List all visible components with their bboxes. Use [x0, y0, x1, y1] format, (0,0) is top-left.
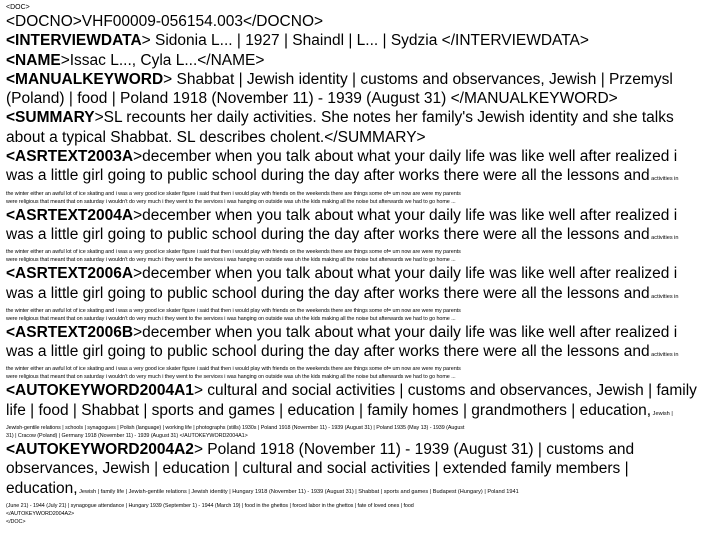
autokeyword-a1-small-1: Jewish-gentile relations | schools | synagogues | Polish (language) | working life | photographs (stills) 1930s | Poland 1918 (November 11) - 1939 (August 31) | Poland 1935 (May 13) - 1939 (August — [6, 425, 465, 432]
autokeyword-a2-line-2: observances, Jewish | education | cultural and social activities | extended family members | — [6, 460, 629, 478]
asr-line-2: was a little girl going to public school during the day after works there were all the lessons and — [6, 343, 650, 361]
autokeyword-a2-line-3-small: Jewish | family life | Jewish-gentile relations | Jewish identity | Hungary 1918 (November 11) - 1939 (August 31) | Shabbat | sports and games | Budapest (Hungary) | Poland 1941 — [77, 488, 519, 495]
asr-block — [6, 264, 714, 323]
document-body — [6, 0, 714, 526]
asr-line-2: was a little girl going to public school during the day after works there were all the lessons and — [6, 284, 650, 302]
autokeyword-a2-line-1: > Poland 1918 (November 11) - 1939 (August 31) | customs and — [193, 441, 635, 459]
asr-small-line-2: were religious that meant that on saturday i wouldn't do very much i they went to the services i was hanging on outside was uh the kids making all the noise but afterwards we had to go home ... — [6, 374, 456, 381]
asr-line-1: >december when you talk about what your daily life was like well after realized i — [133, 265, 678, 283]
asr-line-2-small: activities in — [649, 234, 679, 241]
autokeyword-a1-line-2: life | food | Shabbat | sports and games | education | family homes | grandmothers | education, — [6, 401, 652, 419]
asr-block — [6, 206, 714, 265]
summary-line-1: >SL recounts her daily activities. She notes her family's Jewish identity and she talks — [94, 109, 674, 127]
autokeyword-a2-line-3: education, — [6, 479, 78, 497]
doc-open-tag: <DOC> — [6, 4, 30, 11]
doc-close-tag: </DOC> — [6, 518, 26, 525]
asr-tag: <ASRTEXT2006A — [6, 265, 134, 283]
interviewdata-value: > Sidonia L... | 1927 | Shaindl | L... | Sydzia </INTERVIEWDATA> — [141, 32, 589, 50]
docno-field — [6, 12, 714, 31]
autokeyword-a2-small-2: </AUTOKEYWORD2004A2> — [6, 510, 75, 517]
asr-line-2-small: activities in — [649, 352, 679, 359]
asr-small-line-2: were religious that meant that on saturday i wouldn't do very much i they went to the services i was hanging on outside was uh the kids making all the noise but afterwards we had to go home ... — [6, 198, 456, 205]
autokeyword-a1-line-1: > cultural and social activities | customs and observances, Jewish | family — [193, 382, 697, 400]
name-field — [6, 51, 714, 70]
asr-line-2: was a little girl going to public school during the day after works there were all the lessons and — [6, 225, 650, 243]
interviewdata-field — [6, 31, 714, 50]
autokeyword-a1-tag: <AUTOKEYWORD2004A1 — [6, 382, 194, 400]
asr-tag: <ASRTEXT2003A — [6, 148, 134, 166]
asr-small-line-1: the winter either an awful lot of ice skating and i was a very good ice skater figure i said that then i would play with friends on the weekends there are things some of= um now are were my parents — [6, 190, 461, 197]
asr-tag: <ASRTEXT2006B — [6, 323, 134, 341]
asr-line-2-small: activities in — [649, 176, 679, 183]
asr-tag: <ASRTEXT2004A — [6, 206, 134, 224]
manualkeyword-line-2: (Poland) | food | Poland 1918 (November 11) - 1939 (August 31) </MANUALKEYWORD> — [6, 90, 618, 108]
autokeyword-a2-field — [6, 440, 714, 518]
autokeyword-a1-small-2: 31) | Cracow (Poland) | Germany 1918 (November 11) - 1939 (August 31) </AUTOKEYWORD2004A1> — [6, 433, 248, 440]
interviewdata-tag: <INTERVIEWDATA — [6, 32, 142, 50]
manualkeyword-line-1: > Shabbat | Jewish identity | customs and observances, Jewish | Przemysl — [163, 70, 673, 88]
summary-field — [6, 108, 714, 147]
name-value: >Issac L..., Cyla L...</NAME> — [60, 51, 265, 69]
autokeyword-a1-line-2-small: Jewish | — [651, 410, 673, 417]
manualkeyword-tag: <MANUALKEYWORD — [6, 70, 164, 88]
asr-line-2: was a little girl going to public school during the day after works there were all the lessons and — [6, 167, 650, 185]
summary-line-2: about a typical Shabbat. SL describes cholent.</SUMMARY> — [6, 128, 426, 146]
asr-line-1: >december when you talk about what your daily life was like well after realized i — [133, 206, 678, 224]
asr-block — [6, 323, 714, 382]
docno-line: <DOCNO>VHF00009-056154.003</DOCNO> — [6, 13, 324, 30]
asr-small-line-2: were religious that meant that on saturday i wouldn't do very much i they went to the services i was hanging on outside was uh the kids making all the noise but afterwards we had to go home ... — [6, 315, 456, 322]
manualkeyword-field — [6, 70, 714, 109]
asr-line-1: >december when you talk about what your daily life was like well after realized i — [133, 148, 678, 166]
asr-small-line-1: the winter either an awful lot of ice skating and i was a very good ice skater figure i said that then i would play with friends on the weekends there are things some of= um now are were my parents — [6, 366, 461, 373]
autokeyword-a2-small-1: (June 21) - 1944 (July 21) | synagogue attendance | Hungary 1939 (September 1) - 1944 (March 19) | food in the ghettos | forced labor in the ghettos | fate of loved ones | food — [6, 502, 414, 509]
asr-line-2-small: activities in — [649, 293, 679, 300]
autokeyword-a1-field — [6, 381, 714, 440]
asr-small-line-1: the winter either an awful lot of ice skating and i was a very good ice skater figure i said that then i would play with friends on the weekends there are things some of= um now are were my parents — [6, 249, 461, 256]
asr-block — [6, 147, 714, 206]
asr-small-line-1: the winter either an awful lot of ice skating and i was a very good ice skater figure i said that then i would play with friends on the weekends there are things some of= um now are were my parents — [6, 307, 461, 314]
autokeyword-a2-tag: <AUTOKEYWORD2004A2 — [6, 441, 194, 459]
summary-tag: <SUMMARY — [6, 109, 95, 127]
asr-small-line-2: were religious that meant that on saturday i wouldn't do very much i they went to the services i was hanging on outside was uh the kids making all the noise but afterwards we had to go home ... — [6, 257, 456, 264]
asr-line-1: >december when you talk about what your daily life was like well after realized i — [133, 323, 678, 341]
name-tag: <NAME — [6, 51, 61, 69]
